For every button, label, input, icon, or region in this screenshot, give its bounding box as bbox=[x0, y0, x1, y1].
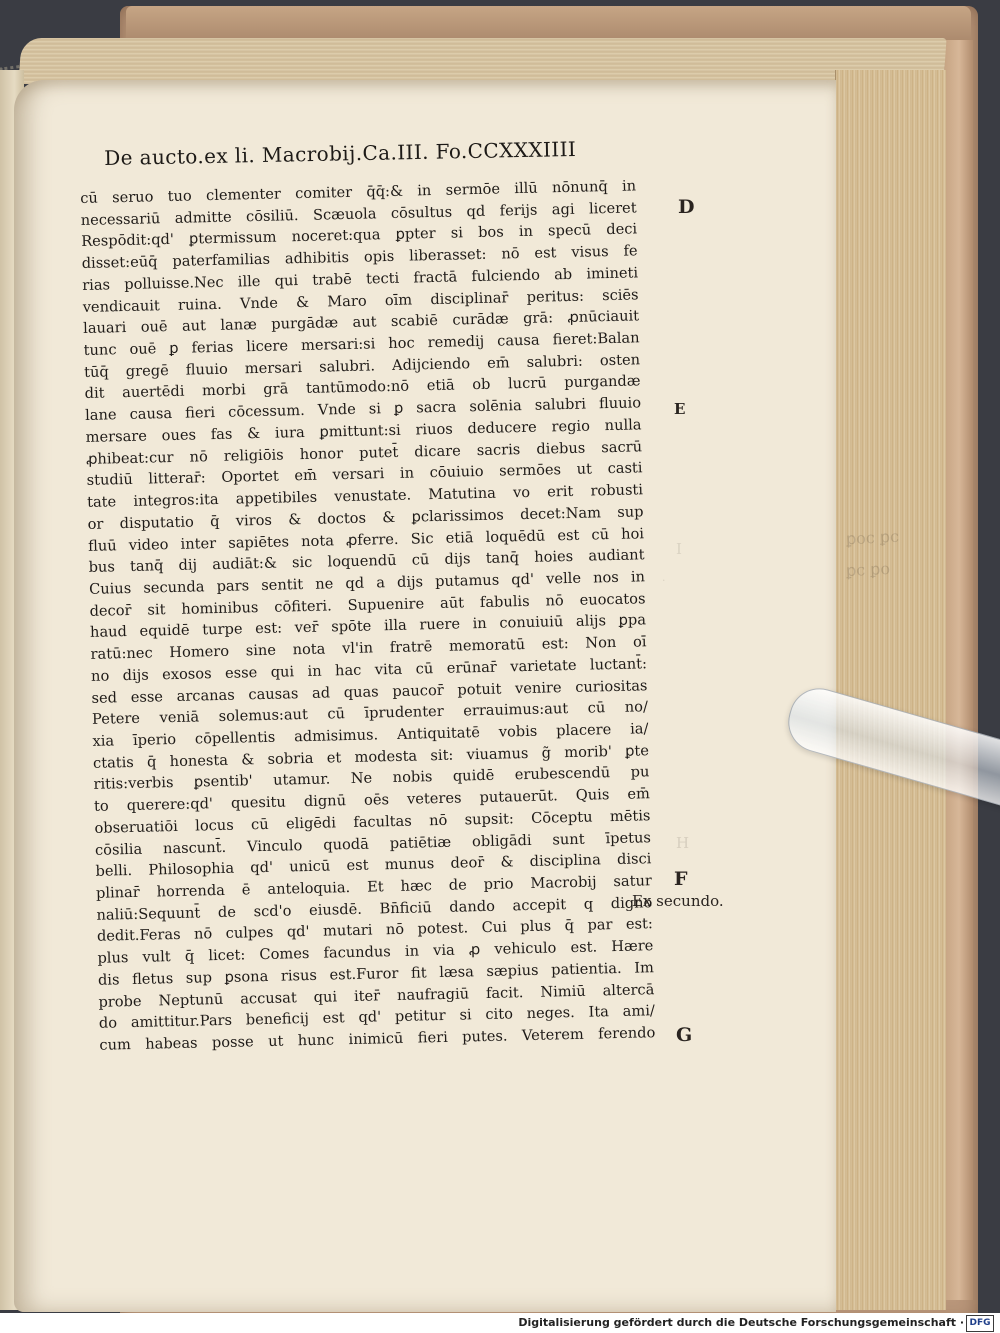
bleed-through-mark: · bbox=[662, 574, 666, 587]
margin-letter-e: E bbox=[674, 400, 686, 418]
text-line: ratū:nec Homero sine nota vl'in fratrē memoratū est: Non oī bbox=[90, 633, 647, 663]
text-line: Cuius secunda pars sentit ne qd a dijs putamus qd' velle nos in bbox=[88, 568, 646, 598]
text-line: ctatis q̄ honesta & sobria et modesta sit: viuamus g̃ morib' ꝑte bbox=[92, 741, 650, 772]
bleed-through-letter: I bbox=[676, 540, 682, 558]
text-line: Petere veniā solemus:aut cū īprudenter errauimus:aut cū no/ bbox=[91, 698, 649, 729]
text-line: dedit.Feras nō culpes qd' mutari nō potest. Cui plus q̄ par est: bbox=[96, 915, 654, 946]
text-line: vendicauit ruina. Vnde & Maro oīm disciplinar̄ peritus: sciēs bbox=[82, 285, 639, 316]
bleed-through-text: ꝑoc ꝑc bbox=[845, 526, 900, 549]
margin-note: Ex secundo. bbox=[632, 892, 724, 910]
text-line: cōsilia nascunt̄. Vinculo quodā patiētiæ obligādi sunt īpetus bbox=[94, 828, 652, 859]
dfg-logo: DFG bbox=[966, 1315, 994, 1332]
text-line: studiū litterar̄: Oportet em̄ versari in cōuiuio sermōes ut casti bbox=[86, 459, 643, 490]
page-stack-edge bbox=[835, 70, 946, 1310]
text-line: rias polluisse.Nec ille qui trabē tecti fractā fulciendo ab imineti bbox=[82, 264, 639, 294]
bleed-through-text: ꝑc ꝑo bbox=[845, 558, 891, 581]
text-line: dis fletus sup ꝑsona risus est.Furor fit læsa sæpius patientia. Im bbox=[97, 959, 655, 989]
text-line: cum habeas posse ut hunc inimicū fieri putes. Veterem ferendo bbox=[99, 1024, 656, 1054]
running-head: De aucto.ex li. Macrobij.Ca.III. Fo.CCXXXIIII bbox=[104, 136, 577, 170]
text-line: no dijs exosos esse qui in hac vita cū erūnar̄ varietate luctant̄: bbox=[90, 655, 648, 685]
text-line: lane causa fieri cōcessum. Vnde si ꝑ sacra solēnia salubri fluuio bbox=[84, 394, 642, 425]
bleed-through-letter: H bbox=[676, 834, 690, 852]
text-line: mersare oues fas & iura ꝑmittunt:si riuos deducere regio nulla bbox=[85, 416, 642, 446]
text-line: xia īperio cōpellentis admisimus. Antiquitatē vobis placere ia/ bbox=[92, 720, 649, 750]
text-line: sed esse arcanas causas ad quas paucor̄ potuit venire curiositas bbox=[91, 676, 648, 707]
text-line: tūq̄ gregē fluuio mersari salubri. Adijciendo em̄ salubri: osten bbox=[83, 351, 641, 381]
text-line: lauari ouē aut lanæ purgādæ aut scabiē curādæ grā: ꝓnūciauit bbox=[83, 307, 640, 338]
text-line: ꝓhibeat:cur nō religiōis honor putet̄ dicare sacris diebus sacrū bbox=[85, 437, 643, 468]
page-block-top-edge bbox=[18, 38, 946, 84]
text-line: obseruatiōi locus cū eligēdi facultas nō supsit: Cōceptu mētis bbox=[94, 807, 651, 837]
body-text bbox=[80, 175, 656, 1056]
text-line: dit auertēdi morbi grā tantūmodo:nō etiā ob lucrū purgandæ bbox=[84, 372, 641, 403]
margin-letter-f: F bbox=[674, 868, 688, 890]
text-line: plinar̄ horrenda ē anteloquia. Et hæc de prio Macrobij satur bbox=[95, 872, 653, 902]
footer-credit: Digitalisierung gefördert durch die Deutsche Forschungsgemeinschaft · bbox=[518, 1316, 964, 1329]
text-line: cū seruo tuo clementer comiter q̄q̄:& in sermōe illū nōnunq̄ in bbox=[80, 177, 637, 207]
text-line: Respōdit:qd' ꝑtermissum noceret:qua ꝑpter si bos in specū deci bbox=[81, 220, 638, 251]
text-line: fluū video inter sapiētes nota ꝓferre. Sic etiā loquēdū est cū hoi bbox=[87, 524, 645, 555]
text-line: bus tanq̄ dij audiāt:& sic loquendū cū dijs tanq̄ hoies audiant bbox=[88, 546, 645, 577]
text-line: probe Neptunū accusat qui iter̄ naufragiū facit. Nimiū altercā bbox=[98, 980, 655, 1011]
text-line: disset:eūq̄ paterfamilias adhibitis opis liberasset: nō est visus fe bbox=[81, 242, 638, 273]
text-line: necessariū admitte cōsiliū. Scæuola cōsultus qd ferijs agi liceret bbox=[80, 199, 637, 229]
margin-letter-g: G bbox=[676, 1024, 693, 1046]
text-line: or disputatio q̄ viros & doctos & ꝑclarissimos decet:Nam sup bbox=[87, 503, 644, 533]
text-line: tate integros:ita appetibiles venustate. Matutina vo erit robusti bbox=[86, 481, 644, 511]
text-line: belli. Philosophia qd' unicū est munus deor̄ & disciplina disci bbox=[95, 850, 652, 881]
cover-edge bbox=[945, 40, 973, 1300]
text-line: plus vult q̄ licet: Comes facundus in via ꝓ vehiculo est. Hære bbox=[97, 937, 654, 967]
text-line: do amittitur.Pars beneficij est qd' petitur si cito neges. Ita ami/ bbox=[98, 1002, 656, 1033]
text-line: naliū:Sequunt̄ de scd'o eiusdē. Bn̄ficiū dando accepit q digno bbox=[96, 893, 653, 924]
margin-letter-d: D bbox=[678, 196, 695, 218]
text-line: to querere:qd' quesitu dignū oēs veteres putauerūt. Quis em̄ bbox=[93, 785, 651, 815]
text-line: haud equidē turpe est: ver̄ spōte illa ruere in conuiuiū alijs ꝑpa bbox=[89, 611, 647, 642]
text-line: decor̄ sit hominibus cōfiteri. Supuenire aūt fabulis nō euocatos bbox=[89, 589, 646, 620]
text-line: tunc ouē ꝑ ferias licere mersari:si hoc remedij causa fieret:Balan bbox=[83, 329, 640, 359]
text-line: ritis:verbis ꝑsentib' utamur. Ne nobis quidē erubescendū pu bbox=[93, 763, 650, 794]
